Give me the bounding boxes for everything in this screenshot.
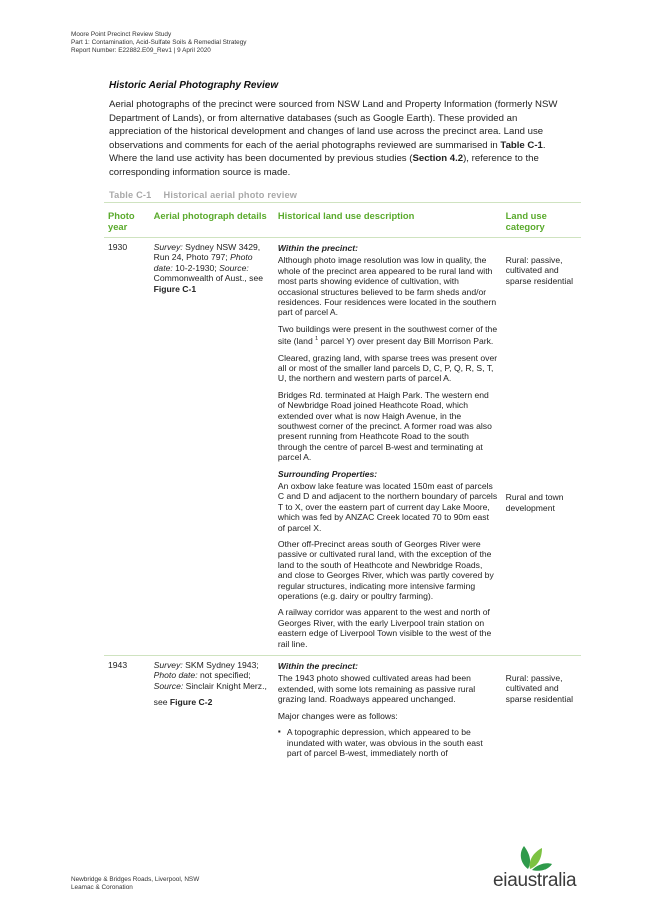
- eiaustralia-logo-text: eiaustralia: [493, 870, 577, 891]
- photo-date-label: Photo date:: [153, 670, 198, 681]
- source-label: Source:: [153, 680, 184, 691]
- intro-text-2: . Where the land use activity has been documented by previous studies (: [109, 139, 546, 165]
- aerial-photo-table: [104, 202, 581, 758]
- caption-number: Table C-1: [109, 190, 152, 200]
- section-reference: Section 4.2: [412, 153, 464, 165]
- description-paragraph: An oxbow lake feature was located 150m east of parcels C and D and adjacent to the northern boundary of parcels T to X, over the eastern part of current day Lake Moore, which was fed by ANZAC Creek located 70 to 90m east of parcel X.: [277, 480, 498, 533]
- page-header: [71, 31, 246, 56]
- within-precinct-heading: Within the precinct:: [277, 661, 358, 672]
- figure-line: [154, 697, 270, 707]
- bullet-item: ▪ A topographic depression, which appeared to be inundated with water, was obvious in the south east part of parcel B-west, immediately north of: [278, 727, 498, 758]
- survey-value: SKM Sydney 1943;: [182, 660, 259, 671]
- source-value: Commonwealth of Aust., see: [153, 273, 264, 284]
- header-study-title: Moore Point Precinct Review Study: [71, 31, 172, 38]
- table-reference: Table C-1: [500, 139, 543, 151]
- category-within-precinct: Rural: passive, cultivated and sparse residential: [505, 673, 574, 704]
- land-use-category-cell: [502, 238, 581, 656]
- description-paragraph: [278, 324, 498, 347]
- header-report-number: Report Number: E22882.E09_Rev1 | 9 April 2020: [71, 47, 211, 55]
- header-photo-details: Aerial photograph details: [150, 203, 274, 238]
- photo-date-label: Photo date:: [153, 252, 253, 273]
- description-paragraph: Major changes were as follows:: [277, 710, 398, 721]
- survey-value: Sydney NSW 3429, Run 24, Photo 797;: [153, 242, 261, 263]
- intro-text-1: Aerial photographs of the precinct were sourced from NSW Land and Property Information (formerly NSW Department of Lands), or from alternative databases (such as Google Earth). These provided an appreciation of the historical development and changes of land use across the precinct area. Land use observations and comments for each of the aerial photographs reviewed are summarised in: [109, 99, 558, 151]
- footer-client: Leamac & Coronation: [71, 884, 133, 892]
- header-land-use-description: Historical land use description: [274, 203, 502, 238]
- photo-details-cell: [150, 238, 274, 656]
- header-photo-year: Photo year: [104, 203, 150, 238]
- table-header-row: [104, 203, 581, 238]
- description-paragraph: The 1943 photo showed cultivated areas had been extended, with some lots remaining as passive rural grazing land. Roadways appeared unchanged.: [277, 673, 476, 705]
- photo-date-value: not specified;: [197, 670, 251, 681]
- photo-year-cell: 1930: [104, 238, 150, 656]
- photo-date-value: 10-2-1930;: [172, 262, 217, 273]
- table-row: [104, 238, 581, 656]
- section-title: Historic Aerial Photography Review: [109, 80, 279, 91]
- survey-label: Survey:: [153, 242, 183, 252]
- description-paragraph: Other off-Precinct areas south of Georges River were passive or cultivated rural land, with the exception of the land to the south of Heathcote and Newbridge Roads, and close to Georges River, which was partly covered by regular structures, indicating more intensive farming operations (e.g. dairy or poultry farming).: [277, 539, 494, 602]
- description-paragraph: Although photo image resolution was low in quality, the whole of the precinct area appeared to be rural land with most parts showing evidence of cultivation, with occasional structures believed to be farm sheds and/or residences. Four residences were located in the southern part of parcel A.: [277, 255, 497, 318]
- description-paragraph: Cleared, grazing land, with sparse trees was present over all or most of the smaller land parcels D, C, P, Q, R, S, T, U, the northern and western parts of parcel A.: [277, 352, 498, 384]
- surrounding-properties-heading: Surrounding Properties:: [277, 468, 378, 479]
- header-part: Part 1: Contamination, Acid-Sulfate Soils & Remedial Strategy: [71, 39, 247, 47]
- within-precinct-heading: Within the precinct:: [277, 243, 358, 253]
- paragraph-text: Two buildings were present in the southwest corner of the site (land: [277, 323, 498, 347]
- caption-title: Historical aerial photo review: [163, 190, 298, 200]
- intro-text-3: ), reference to the corresponding information source is made.: [109, 153, 539, 178]
- header-land-use-category: Land use category: [502, 203, 581, 238]
- land-use-category-cell: [502, 656, 581, 759]
- see-text: see: [153, 697, 170, 708]
- source-label: Source:: [219, 262, 249, 273]
- intro-paragraph: [109, 98, 569, 180]
- table-caption: [109, 190, 297, 200]
- figure-reference: Figure C-2: [169, 697, 213, 708]
- footnote-mark: 1: [315, 336, 319, 343]
- figure-reference: Figure C-1: [153, 283, 197, 294]
- category-within-precinct: Rural: passive, cultivated and sparse residential: [505, 255, 574, 286]
- land-use-description-cell: [274, 656, 502, 759]
- category-surrounding: Rural and town development: [505, 492, 564, 513]
- description-paragraph: A railway corridor was apparent to the west and north of Georges River, with the early Liverpool train station on eastern edge of Liverpool Town visible to the west of the rail line.: [277, 607, 492, 649]
- source-value: Sinclair Knight Merz.,: [183, 680, 267, 691]
- table-row: [104, 656, 581, 759]
- land-use-description-cell: [274, 238, 502, 656]
- footer-project: Newbridge & Bridges Roads, Liverpool, NSW: [71, 876, 200, 883]
- page-footer: [71, 876, 199, 892]
- description-paragraph: Bridges Rd. terminated at Haigh Park. The western end of Newbridge Road joined Heathcote Road, which extended over what is now Haigh Avenue, in the southwest corner of the precinct. A former road was also present running from Heathcote Road to the south through the centre of parcel B-west and terminating at parcel A.: [277, 389, 492, 463]
- photo-year-cell: 1943: [108, 660, 128, 671]
- photo-details-cell: [150, 656, 274, 759]
- paragraph-text: parcel Y) over present day Bill Morrison Park.: [318, 336, 494, 347]
- survey-label: Survey:: [153, 660, 183, 671]
